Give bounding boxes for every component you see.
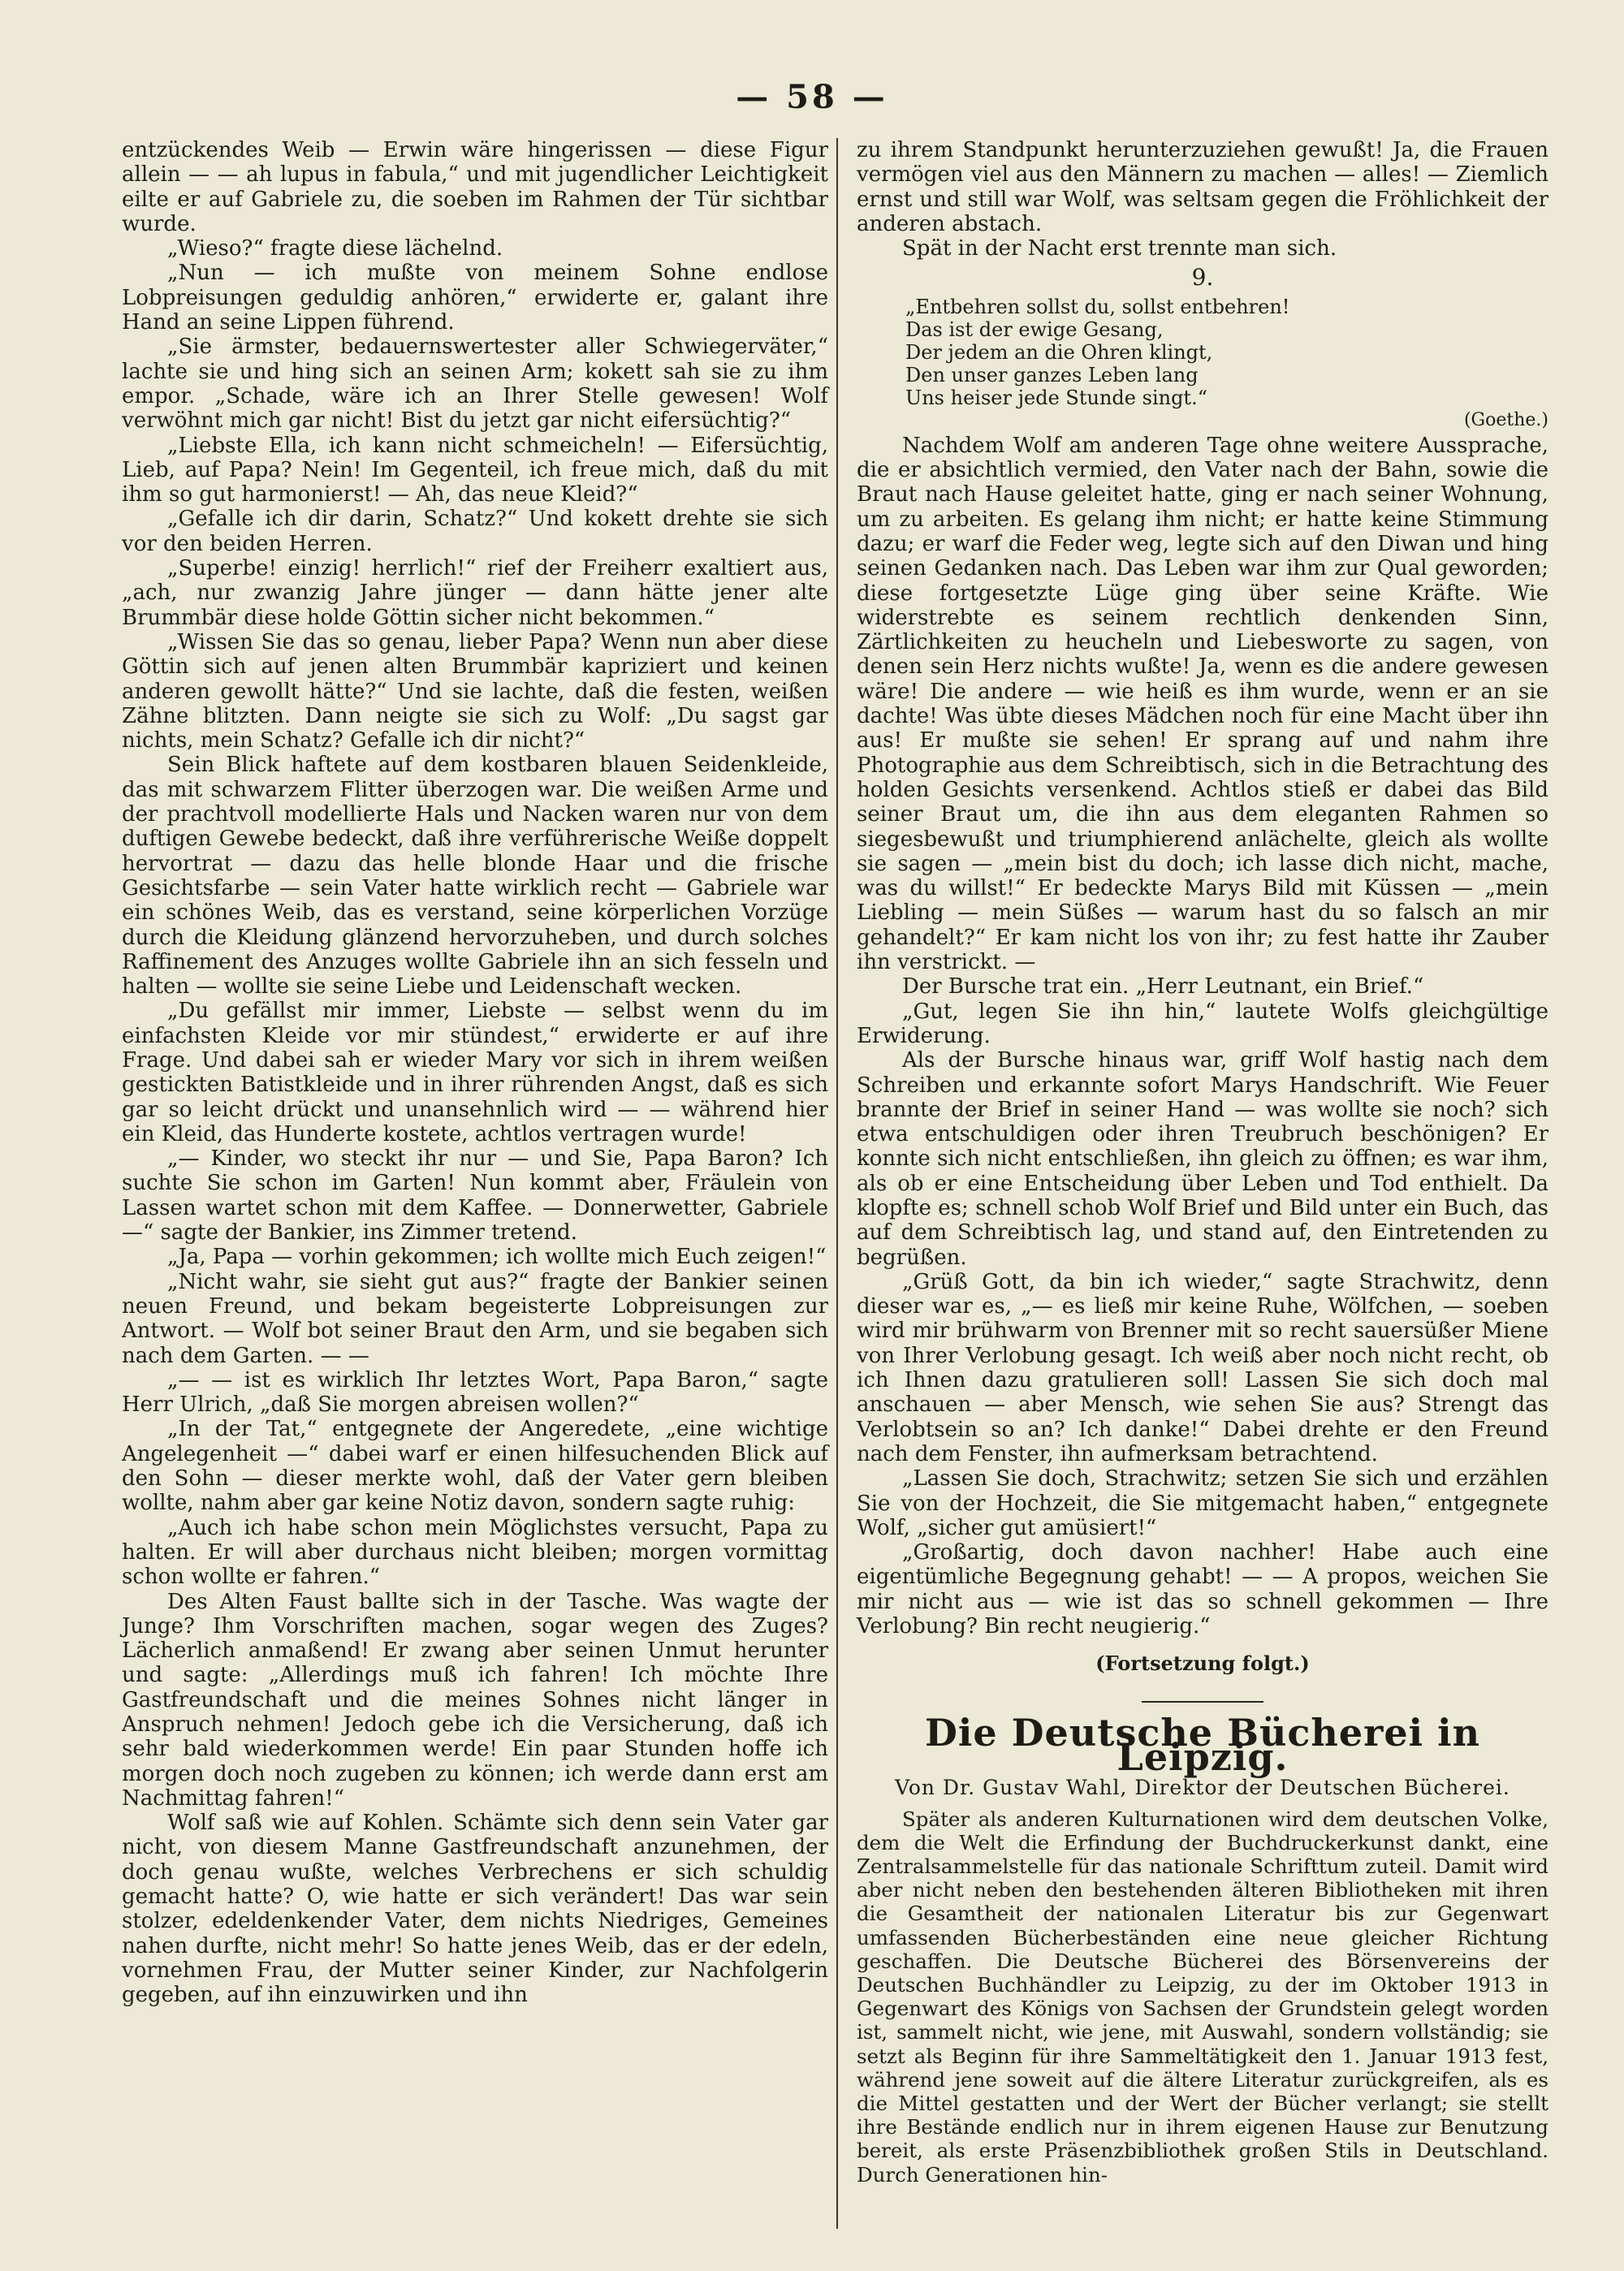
motto-author: (Goethe.) [1463,409,1548,430]
story-paragraph: „Gefalle ich dir darin, Schatz?“ Und kokett drehte sie sich vor den beiden Herren. [122,507,828,556]
story-paragraph: „Gut, legen Sie ihn hin,“ lautete Wolfs gleichgültige Erwiderung. [857,999,1548,1048]
page-number: — 58 — [736,78,888,116]
story-paragraph: „— Kinder, wo steckt ihr nur — und Sie, Papa Baron? Ich suchte Sie schon im Garten! Nun kommt aber, Fräulein von Lassen wartet schon mit dem Kaffee. — Donnerwetter, Gabriele —“ sagte der Bankier, ins Zimmer tretend. [122,1146,828,1246]
article-separator [1142,1701,1263,1703]
story-paragraph: Als der Bursche hinaus war, griff Wolf hastig nach dem Schreiben und erkannte sofort Marys Handschrift. Wie Feuer brannte der Brief in seiner Hand — was wollte sie noch? sich etwa entschuldigen oder ihren Treubruch beschönigen? Er konnte sich nicht entschließen, ihn gleich zu öffnen; es war ihm, als ob er eine Entscheidung über Leben und Tod enthielt. Da klopfte es; schnell schob Wolf Brief und Bild unter ein Buch, das auf dem Schreibtisch lag, und stand auf, den Eintretenden zu begrüßen. [857,1048,1548,1270]
article-paragraph: Später als anderen Kulturnationen wird dem deutschen Volke, dem die Welt die Erfindung der Buchdruckerkunst dankt, eine Zentralsammelstelle für das nationale Schrifttum zuteil. Damit wird aber nicht neben den bestehenden älteren Bibliotheken mit ihren die Gesamtheit der nationalen Literatur bis zur Gegenwart umfassenden Bücherbeständen eine neue gleicher Richtung geschaffen. Die Deutsche Bücherei des Börsenvereins der Deutschen Buchhändler zu Leipzig, zu der im Oktober 1913 in Gegenwart des Königs von Sachsen der Grundstein gelegt worden ist, sammelt nicht, wie jene, mit Auswahl, sondern vollständig; sie setzt als Beginn für ihre Sammeltätigkeit den 1. Januar 1913 fest, während jene soweit auf die ältere Literatur zurückgreifen, als es die Mittel gestatten und der Wert der Bücher verlangt; sie stellt ihre Bestände endlich nur in ihrem eigenen Hause zur Benutzung bereit, als erste Präsenzbibliothek großen Stils in Deutschland. Durch Generationen hin- [857,1807,1548,2187]
motto-line: Uns heiser jede Stunde singt.“ [905,386,1207,409]
story-paragraph: Der Bursche trat ein. „Herr Leutnant, ein Brief.“ [902,974,1424,999]
motto-line: Den unser ganzes Leben lang [905,363,1199,386]
story-paragraph: Spät in der Nacht erst trennte man sich. [902,236,1337,261]
story-paragraph: „Superbe! einzig! herrlich!“ rief der Freiherr exaltiert aus, „ach, nur zwanzig Jahre jünger — dann hätte jener alte Brummbär diese holde Göttin sicher nicht bekommen.“ [122,556,828,630]
story-paragraph: „Nun — ich mußte von meinem Sohne endlose Lobpreisungen geduldig anhören,“ erwiderte er, galant ihre Hand an seine Lippen führend. [122,261,828,335]
motto-line: Das ist der ewige Gesang, [905,317,1164,341]
story-paragraph: „Grüß Gott, da bin ich wieder,“ sagte Strachwitz, denn dieser war es, „— es ließ mir keine Ruhe, Wölfchen, — soeben wird mir brühwarm von Brenner mit so recht sauersüßer Miene von Ihrer Verlobung gesagt. Ich weiß aber noch nicht recht, ob ich Ihnen dazu gratulieren soll! Lassen Sie sich doch mal anschauen — aber Mensch, wie sehen Sie aus? Strengt das Verlobtsein so an? Ich danke!“ Dabei drehte er den Freund nach dem Fenster, ihn aufmerksam betrachtend. [857,1269,1548,1466]
story-paragraph: „Nicht wahr, sie sieht gut aus?“ fragte der Bankier seinen neuen Freund, und bekam begeisterte Lobpreisungen zur Antwort. — Wolf bot seiner Braut den Arm, und sie begaben sich nach dem Garten. — — [122,1269,828,1368]
story-paragraph: „Du gefällst mir immer, Liebste — selbst wenn du im einfachsten Kleide vor mir stündest,“ erwiderte er auf ihre Frage. Und dabei sah er wieder Mary vor sich in ihrem weißen gestickten Batistkleide und in ihrer rührenden Angst, daß es sich gar so leicht drückt und unansehnlich wird — — während hier ein Kleid, das Hunderte kostete, achtlos vertragen wurde! [122,999,828,1146]
story-paragraph: „Wissen Sie das so genau, lieber Papa? Wenn nun aber diese Göttin sich auf jenen alten Brummbär kapriziert und keinen anderen gewollt hätte?“ Und sie lachte, daß die festen, weißen Zähne blitzten. Dann neigte sie sich zu Wolf: „Du sagst gar nichts, mein Schatz? Gefalle ich dir nicht?“ [122,629,828,753]
story-paragraph: Sein Blick haftete auf dem kostbaren blauen Seidenkleide, das mit schwarzem Flitter überzogen war. Die weißen Arme und der prachtvoll modellierte Hals und Nacken waren nur von dem duftigen Gewebe bedeckt, daß ihre verführerische Weiße doppelt hervortrat — dazu das helle blonde Haar und die frische Gesichtsfarbe — sein Vater hatte wirklich recht — Gabriele war ein schönes Weib, das es verstand, seine körperlichen Vorzüge durch die Kleidung glänzend hervorzuheben, und durch solches Raffinement des Anzuges wollte Gabriele ihn an sich fesseln und halten — wollte sie seine Liebe und Leidenschaft wecken. [122,753,828,999]
column-divider [836,138,838,2229]
story-paragraph: „Liebste Ella, ich kann nicht schmeicheln! — Eifersüchtig, Lieb, auf Papa? Nein! Im Gegenteil, ich freue mich, daß du mit ihm so gut harmonierst! — Ah, das neue Kleid?“ [122,433,828,507]
story-paragraph: „— — ist es wirklich Ihr letztes Wort, Papa Baron,“ sagte Herr Ulrich, „daß Sie morgen abreisen wollen?“ [122,1367,828,1418]
motto-quote [905,296,1548,432]
story-paragraph: „Auch ich habe schon mein Möglichstes versucht, Papa zu halten. Er will aber durchaus nicht bleiben; morgen vormittag schon wollte er fahren.“ [122,1515,828,1590]
story-paragraph: Des Alten Faust ballte sich in der Tasche. Was wagte der Junge? Ihm Vorschriften machen, sogar wegen des Zuges? Lächerlich anmaßend! Er zwang aber seinen Unmut herunter und sagte: „Allerdings muß ich fahren! Ich möchte Ihre Gastfreundschaft und die meines Sohnes nicht länger in Anspruch nehmen! Jedoch gebe ich die Versicherung, daß ich sehr bald wiederkommen werde! Ein paar Stunden hoffe ich morgen doch noch zugeben zu können; ich werde dann erst am Nachmittag fahren!“ [122,1589,828,1811]
story-paragraph: „Wieso?“ fragte diese lächelnd. [167,236,503,261]
right-column [857,138,1548,2187]
to-be-continued-note: (Fortsetzung folgt.) [1095,1651,1310,1676]
story-paragraph: entzückendes Weib — Erwin wäre hingerissen — diese Figur allein — — ah lupus in fabula,“ und mit jugendlicher Leichtigkeit eilte er auf Gabriele zu, die soeben im Rahmen der Tür sichtbar wurde. [122,138,828,236]
story-paragraph: Wolf saß wie auf Kohlen. Schämte sich denn sein Vater gar nicht, von diesem Manne Gastfreundschaft anzunehmen, der doch genau wußte, welches Verbrechens er sich schuldig gemacht hatte? O, wie hatte er sich verändert! Das war sein stolzer, edeldenkender Vater, dem nichts Niedriges, Gemeines nahen durfte, nicht mehr! So hatte jenes Weib, das er der edeln, vornehmen Frau, der Mutter seiner Kinder, zur Nachfolgerin gegeben, auf ihn einzuwirken und ihn [122,1811,828,2008]
article-body [857,1807,1548,2187]
story-paragraph: Nachdem Wolf am anderen Tage ohne weitere Aussprache, die er absichtlich vermied, den Vater nach der Bahn, sowie die Braut nach Hause geleitet hatte, ging er nach seiner Wohnung, um zu arbeiten. Es gelang ihm nicht; er hatte keine Stimmung dazu; er warf die Feder weg, legte sich auf den Diwan und hing seinen Gedanken nach. Das Leben war ihm zur Qual geworden; diese fortgesetzte Lüge ging über seine Kräfte. Wie widerstrebte es seinem rechtlich denkenden Sinn, Zärtlichkeiten zu heucheln und Liebesworte zu sagen, von denen sein Herz nichts wußte! Ja, wenn es die andere gewesen wäre! Die andere — wie heiß es ihm wurde, wenn er an sie dachte! Was übte dieses Mädchen noch für eine Macht über ihn aus! Er mußte sie sehen! Er sprang auf und nahm ihre Photographie aus dem Schreibtisch, sich in die Betrachtung des holden Gesichts versenkend. Achtlos stieß er dabei das Bild seiner Braut um, die ihn aus dem eleganten Rahmen so siegesbewußt und triumphierend anlächelte, gleich als wollte sie sagen — „mein bist du doch; ich lasse dich nicht, mache, was du willst!“ Er bedeckte Marys Bild mit Küssen — „mein Liebling — mein Süßes — warum hast du so falsch an mir gehandelt?“ Er kam nicht los von ihr; zu fest hatte ihr Zauber ihn verstrickt. — [857,433,1548,975]
story-paragraph: „In der Tat,“ entgegnete der Angeredete, „eine wichtige Angelegenheit —“ dabei warf er einen hilfesuchenden Blick auf den Sohn — dieser merkte wohl, daß der Vater gern bleiben wollte, nahm aber gar keine Notiz davon, sondern sagte ruhig: [122,1417,828,1516]
chapter-number: 9. [1191,264,1214,291]
motto-line: „Entbehren sollst du, sollst entbehren! [905,295,1290,318]
left-column [122,138,828,2008]
motto-line: Der jedem an die Ohren klingt, [905,340,1213,364]
story-paragraph: „Lassen Sie doch, Strachwitz; setzen Sie sich und erzählen Sie von der Hochzeit, die Sie mitgemacht haben,“ entgegnete Wolf, „sicher gut amüsiert!“ [857,1466,1548,1540]
story-paragraph: zu ihrem Standpunkt herunterzuziehen gewußt! Ja, die Frauen vermögen viel aus den Männern zu machen — alles! — Ziemlich ernst und still war Wolf, was seltsam gegen die Fröhlichkeit der anderen abstach. [857,138,1548,236]
article-title: Die Deutsche Bücherei in Leipzig. [924,1710,1481,1779]
story-paragraph: „Ja, Papa — vorhin gekommen; ich wollte mich Euch zeigen!“ [167,1245,827,1270]
article-byline: Von Dr. Gustav Wahl, Direktor der Deutschen Bücherei. [895,1776,1510,1800]
story-paragraph: „Großartig, doch davon nachher! Habe auch eine eigentümliche Begegnung gehabt! — — A propos, weichen Sie mir nicht aus — wie ist das so schnell gekommen — Ihre Verlobung? Bin recht neugierig.“ [857,1540,1548,1639]
story-paragraph: „Sie ärmster, bedauernswertester aller Schwiegerväter,“ lachte sie und hing sich an seinen Arm; kokett sah sie zu ihm empor. „Schade, wäre ich an Ihrer Stelle gewesen! Wolf verwöhnt mich gar nicht! Bist du jetzt gar nicht eifersüchtig?“ [122,335,828,434]
